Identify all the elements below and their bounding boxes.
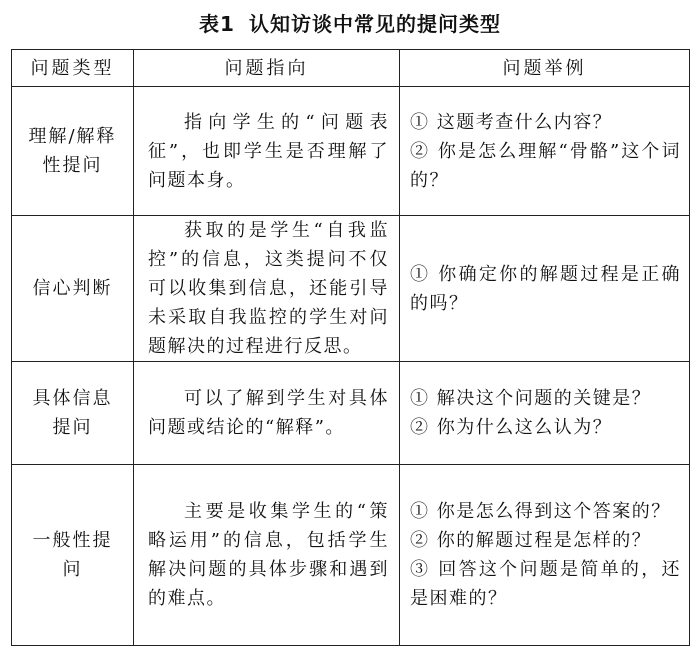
- direction-text: 主要是收集学生的“策略运用”的信息，包括学生解决问题的具体步骤和遇到的难点。: [148, 501, 389, 609]
- question-type-cell: 一般性提问: [12, 465, 134, 646]
- table-row: [12, 362, 690, 465]
- direction-text: 可以了解到学生对具体问题或结论的“解释”。: [148, 388, 389, 438]
- table-row: [12, 87, 690, 216]
- example-item: ② 你为什么这么认为？: [410, 417, 613, 438]
- table-caption: [0, 8, 700, 37]
- question-example-cell: [400, 216, 690, 362]
- header-row: [12, 50, 690, 87]
- question-type-cell: 具体信息提问: [12, 362, 134, 465]
- question-direction-cell: [134, 362, 400, 465]
- example-item: ② 你是怎么理解“骨骼”这个词的？: [410, 140, 681, 191]
- example-item: ③ 回答这个问题是简单的，还是困难的？: [410, 559, 681, 609]
- example-item: ① 你确定你的解题过程是正确的吗？: [410, 263, 681, 314]
- example-item: ① 你是怎么得到这个答案的？: [410, 501, 671, 522]
- table-number: 表1: [199, 12, 235, 36]
- question-type-cell: 理解/解释性提问: [12, 87, 134, 216]
- header-question-type: 问题类型: [12, 50, 134, 87]
- header-question-direction: 问题指向: [134, 50, 400, 87]
- direction-text: 获取的是学生“自我监控”的信息，这类提问不仅可以收集到信息，还能引导未采取自我监控的学生对问题解决的过程进行反思。: [148, 220, 389, 357]
- question-example-cell: [400, 362, 690, 465]
- table-title: 认知访谈中常见的提问类型: [248, 12, 501, 36]
- example-item: ① 这题考查什么内容？: [410, 111, 613, 133]
- example-item: ② 你的解题过程是怎样的？: [410, 530, 652, 551]
- question-types-table: [11, 49, 690, 646]
- example-item: ① 解决这个问题的关键是？: [410, 388, 652, 409]
- header-question-example: 问题举例: [400, 50, 690, 87]
- question-type-cell: 信心判断: [12, 216, 134, 362]
- question-direction-cell: [134, 216, 400, 362]
- question-direction-cell: [134, 465, 400, 646]
- table-row: [12, 216, 690, 362]
- question-direction-cell: [134, 87, 400, 216]
- table-row: [12, 465, 690, 646]
- question-example-cell: [400, 465, 690, 646]
- direction-text: 指向学生的“问题表征”，也即学生是否理解了问题本身。: [148, 111, 389, 191]
- question-example-cell: [400, 87, 690, 216]
